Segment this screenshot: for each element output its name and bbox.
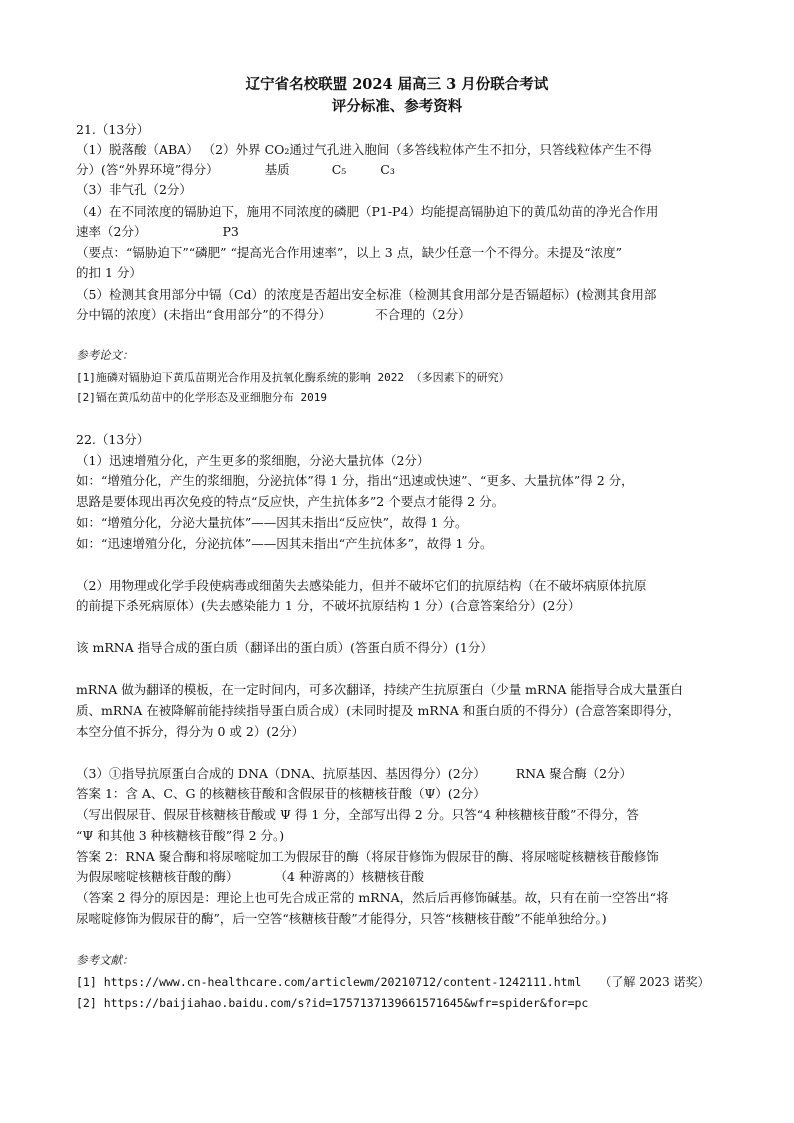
q21-line <box>76 162 395 178</box>
q22-answer-nucleotides: （4 种游离的）核糖核苷酸 <box>274 869 424 884</box>
q22-answer-rna-polymerase: RNA 聚合酶（2分） <box>515 766 633 781</box>
q21-line: （要点：“镉胁迫下”“磷肥” “提高光合作用速率”，以上 3 点，缺少任意一个不得分。未提及“浓度” <box>76 245 622 260</box>
q22-answer-text: 为假尿嘧啶核糖核苷酸的酶） <box>76 869 239 884</box>
q21-answer-stroma: 基质 <box>264 162 290 177</box>
q21-references-heading: 参考论文： <box>76 350 134 362</box>
q22-heading: 22.（13分） <box>76 432 150 447</box>
q22-answer-text: （3）①指导抗原蛋白合成的 DNA（DNA、抗原基因、基因得分）(2分） <box>76 766 486 781</box>
q22-line: （答案 2 得分的原因是：理论上也可先合成正常的 mRNA，然后后再修饰碱基。故，只有在前一空答出“将 <box>76 890 669 905</box>
q22-line: 本空分值不拆分，得分为 0 或 2）(2分） <box>76 724 305 739</box>
q21-answer-text: 分中镉的浓度）(未指出“食用部分”的不得分） <box>76 307 332 322</box>
q21-line: （1）脱落酸（ABA） （2）外界 CO₂通过气孔进入胞间（多答线粒体产生不扣分，只答线粒体产生不得 <box>76 142 652 157</box>
document-subtitle: 评分标准、参考资料 <box>331 98 463 115</box>
q22-line: 如：“迅速增殖分化，分泌抗体”——因其未指出“产生抗体多”，故得 1 分。 <box>76 536 493 551</box>
q22-reference <box>76 974 710 990</box>
q22-line: （2）用物理或化学手段使病毒或细菌失去感染能力，但并不破坏它们的抗原结构（在不破坏病原体抗原 <box>76 578 647 593</box>
q21-line: （4）在不同浓度的镉胁迫下，施用不同浓度的磷肥（P1-P4）均能提高镉胁迫下的黄瓜幼苗的净光合作用 <box>76 204 659 219</box>
q22-line: 质、mRNA 在被降解前能持续指导蛋白质合成）(未同时提及 mRNA 和蛋白质的不得分）(合意答案即得分， <box>76 703 681 718</box>
document-title: 辽宁省名校联盟 2024 届高三 3 月份联合考试 <box>245 76 549 93</box>
q21-answer-unreasonable: 不合理的（2分） <box>375 307 471 322</box>
q22-reference <box>76 995 588 1011</box>
q22-line: （1）迅速增殖分化，产生更多的浆细胞，分泌大量抗体（2分） <box>76 453 430 468</box>
q21-reference: [2]镉在黄瓜幼苗中的化学形态及亚细胞分布 2019 <box>76 391 327 404</box>
q21-line: （3）非气孔（2分） <box>76 182 192 197</box>
q22-line: 思路是要体现出再次免疫的特点“反应快，产生抗体多”2 个要点才能得 2 分。 <box>76 494 505 509</box>
q22-line: 如：“增殖分化，产生的浆细胞，分泌抗体”得 1 分，指出“迅速或快速”、“更多、大量抗体”得 2 分， <box>76 473 634 488</box>
reference-link[interactable]: [2] https://baijiahao.baidu.com/s?id=1757137139661571645&wfr=spider&for=pc <box>76 996 589 1010</box>
q21-answer-p3: P3 <box>222 224 239 239</box>
q22-line: 答案 1：含 A、C、G 的核糖核苷酸和含假尿苷的核糖核苷酸（Ψ）(2分） <box>76 786 486 801</box>
q21-line: （5）检测其食用部分中镉（Cd）的浓度是否超出安全标准（检测其食用部分是否镉超标）(检测其食用部 <box>76 287 657 302</box>
q21-answer-c3: C₃ <box>380 162 395 177</box>
q21-line <box>76 224 239 240</box>
q21-line <box>76 307 471 323</box>
q22-line: 尿嘧啶修饰为假尿苷的酶”，后一空答“核糖核苷酸”才能得分，只答“核糖核苷酸”不能单独给分。) <box>76 911 607 926</box>
q22-line: 答案 2：RNA 聚合酶和将尿嘧啶加工为假尿苷的酶（将尿苷修饰为假尿苷的酶、将尿嘧啶核糖核苷酸修饰 <box>76 849 659 864</box>
q21-answer-c5: C₅ <box>331 162 347 177</box>
q22-line: （写出假尿苷、假尿苷核糖核苷酸或 Ψ 得 1 分，全部写出得 2 分。只答“4 种核糖核苷酸”不得分，答 <box>76 807 639 822</box>
q22-line: 如：“增殖分化，分泌大量抗体”——因其未指出“反应快”，故得 1 分。 <box>76 515 468 530</box>
q21-reference: [1]施磷对镉胁迫下黄瓜苗期光合作用及抗氧化酶系统的影响 2022 （多因素下的研究） <box>76 371 510 384</box>
q22-line: 的前提下杀死病原体）(失去感染能力 1 分，不破坏抗原结构 1 分）(合意答案给分）(2分） <box>76 598 581 613</box>
reference-link[interactable]: [1] https://www.cn-healthcare.com/articlewm/20210712/content-1242111.html <box>76 975 582 989</box>
q21-line: 的扣 1 分） <box>76 265 142 280</box>
reference-note: （了解 2023 诺奖） <box>599 975 710 989</box>
q22-line: mRNA 做为翻译的模板，在一定时间内，可多次翻译，持续产生抗原蛋白（少量 mRNA 能指导合成大量蛋白 <box>76 682 683 697</box>
q21-answer-text: 速率（2分） <box>76 224 147 239</box>
q22-line <box>76 766 632 782</box>
q22-line: 该 mRNA 指导合成的蛋白质（翻译出的蛋白质）(答蛋白质不得分）(1分） <box>76 640 493 655</box>
q21-heading: 21.（13分） <box>76 122 150 137</box>
q22-line: “Ψ 和其他 3 种核糖核苷酸”得 2 分。) <box>76 828 285 843</box>
q22-line <box>76 869 424 885</box>
q21-answer-text: 分）(答“外界环境”得分） <box>76 162 219 177</box>
q22-references-heading: 参考文献： <box>76 955 134 967</box>
